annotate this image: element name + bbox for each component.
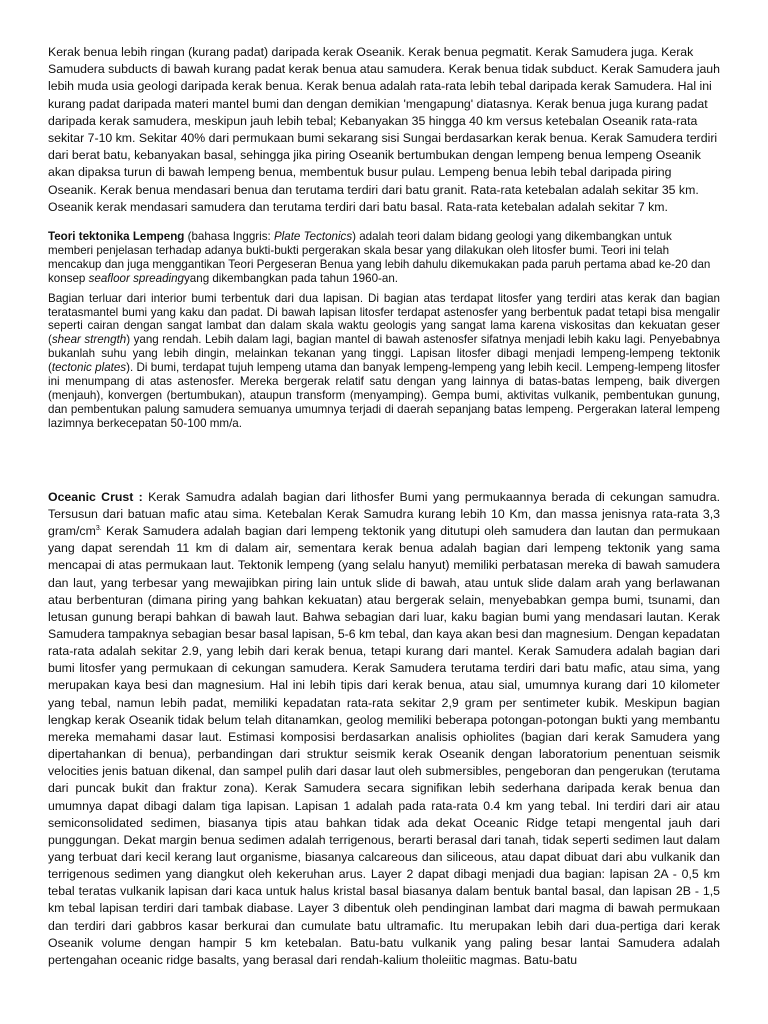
paragraph-continental-crust [48, 44, 720, 216]
paragraph-text: Kerak Samudra adalah bagian dari lithosfer Bumi yang permukaannya berada di cekungan samudra. Tersusun dari batuan mafic atau sima. Ketebalan Kerak Samudra kurang lebih 10 Km, dan massa jenisnya rata-rata 3,3 gram/cm [48, 489, 721, 539]
paragraph-text: Kerak benua lebih ringan (kurang padat) daripada kerak Oseanik. Kerak benua pegmatit. Kerak Samudera juga. Kerak Samudera subducts di bawah kurang padat kerak benua atau samudera. Kerak benua tidak subduct. Kerak Samudera jauh lebih muda usia geologi daripada kerak benua. Kerak benua adalah rata-rata lebih tebal daripada kerak Samudera. Hal ini kurang padat daripada materi mantel bumi dan dengan demikian 'mengapung' diatasnya. Kerak benua juga kurang padat daripada kerak samudera, meskipun jauh lebih tebal; Kebanyakan 35 hingga 40 km versus ketebalan Oseanik rata-rata sekitar 7-10 km. Sekitar 40% dari permukaan bumi sekarang sisi Sungai berdasarkan kerak benua. Kerak Samudera terdiri dari berat batu, kebanyakan basal, sehingga jika piring Oseanik bertumbukan dengan lempeng benua lempeng Oseanik akan dipaksa turun di bawah lempeng benua, membentuk busur pulau. Lempeng benua lebih tebal daripada piring Oseanik. Kerak benua mendasari benua dan terutama terdiri dari batu granit. Rata-rata ketebalan adalah sekitar 35 km. Oseanik kerak mendasari samudera dan terutama terdiri dari batu basal. Rata-rata ketebalan adalah sekitar 7 km. [48, 45, 720, 214]
paragraph-text: ) yang rendah. Lebih dalam lagi, bagian mantel di bawah astenosfer sifatnya menjadi lebih kaku lagi. Penyebabnya bukanlah suhu yang lebih dingin, melainkan tekanan yang tinggi. Lapisan litosfer dibagi menjadi lempeng-lempeng tektonik ( [48, 333, 720, 375]
term-oceanic-crust: Oceanic Crust : [48, 489, 143, 504]
term-plate-tectonics: Teori tektonika Lempeng [48, 230, 185, 244]
paragraph-text: yang dikembangkan pada tahun 1960-an. [184, 271, 399, 285]
paragraph-text: Bagian terluar dari interior bumi terbentuk dari dua lapisan. Di bagian atas terdapat litosfer yang terdiri atas kerak dan bagian teratasmantel bumi yang kaku dan padat. Di bawah lapisan litosfer terdapat astenosfer yang berbentuk padat tetapi bisa mengalir seperti cairan dengan sangat lambat dan dalam skala waktu geologis yang sangat lama karena viskositas dan kekuatan geser ( [48, 291, 720, 347]
paragraph-oceanic-crust [48, 489, 720, 969]
paragraph-plate-tectonics-theory [48, 230, 720, 286]
paragraph-earth-layers [48, 292, 720, 431]
paragraph-text: Kerak Samudera adalah bagian dari lempeng tektonik yang ditutupi oleh samudera dan lautan dan permukaan yang dapat serendah 11 km di dalam air, sementara kerak benua adalah bagian dari lempeng tektonik yang sama mencapai di atas permukaan laut. Tektonik lempeng (yang selalu hanyut) memiliki perbatasan mereka di bawah samudera dan laut, yang terbesar yang mewajibkan piring lain untuk slide di bawah, atau untuk slide dalam arah yang berlawanan atau berbenturan (dimana piring yang bahkan kekuatan) atau bergerak selain, menyebabkan gempa bumi, tsunami, dan letusan gunung berapi bahkan di bawah laut. Bahwa sebagian dari luar, kaku bagian bumi yang mendasari lautan. Kerak Samudera tampaknya sebagian besar basal lapisan, 5-6 km tebal, dan kaya akan besi dan magnesium. Dengan kepadatan rata-rata adalah sekitar 2.9, yang lebih dari kerak benua, tetapi kurang dari mantel. Kerak Samudera adalah bagian dari bumi litosfer yang permukaan di cekungan samudera. Kerak Samudera terutama terdiri dari batu mafic, atau sima, yang merupakan kaya besi dan magnesium. Hal ini lebih tipis dari kerak benua, atau sial, umumnya kurang dari 10 kilometer yang tebal, namun lebih padat, memiliki kepadatan rata-rata sekitar 2,9 gram per sentimeter kubik. Meskipun bagian lengkap kerak Oseanik tidak belum telah ditanamkan, geolog memiliki beberapa potongan-potongan bukti yang membantu mereka memahami dasar laut. Estimasi komposisi berdasarkan analisis ophiolites (bagian dari kerak Samudera yang dipertahankan di benua), perbandingan dari struktur seismik kerak Oseanik dengan laboratorium penentuan seismik velocities jenis batuan dikenal, dan sampel pulih dari dasar laut oleh submersibles, pengeboran dan pengerukan (terutama dari puncak bukit dan fraktur zona). Kerak Samudera secara signifikan lebih sederhana daripada kerak benua dan umumnya dapat dibagi dalam tiga lapisan. Lapisan 1 adalah pada rata-rata 0.4 km yang tebal. Ini terdiri dari air atau semiconsolidated sedimen, biasanya tipis atau bahkan tidak ada dekat Oceanic Ridge tetapi mengental jauh dari punggungan. Dekat margin benua sedimen adalah terrigenous, berarti berasal dari tanah, tidak seperti sedimen laut dalam yang terbuat dari kecil kerang laut organisme, biasanya calcareous dan siliceous, atau dapat dibuat dari abu vulkanik dan terrigenous sedimen yang diangkut oleh kekeruhan arus. Layer 2 dapat dibagi menjadi dua bagian: lapisan 2A - 0,5 km tebal teratas vulkanik lapisan dari kaca untuk halus kristal basal biasanya dalam bentuk bantal basal, dan lapisan 2B - 1,5 km tebal lapisan terdiri dari tambak diabase. Layer 3 dibentuk oleh pendinginan lambat dari magma di bawah permukaan dan terdiri dari gabbros kasar berkurai dan cumulate batu ultramafic. Itu merupakan lebih dari dua-pertiga dari kerak Oseanik volume dengan hampir 5 km ketebalan. Batu-batu vulkanik yang paling besar lantai Samudera adalah pertengahan oceanic ridge basalts, yang berasal dari rendah-kalium tholeiitic magmas. Batu-batu [48, 524, 720, 967]
paragraph-text: ). Di bumi, terdapat tujuh lempeng utama dan banyak lempeng-lempeng yang lebih kecil. Lempeng-lempeng litosfer ini menumpang di atas astenosfer. Mereka bergerak relatif satu dengan yang lainnya di batas-batas lempeng, baik divergen (menjauh), konvergen (bertumbukan), ataupun transform (menyamping). Gempa bumi, aktivitas vulkanik, pembentukan gunung, dan pembentukan palung samudera semuanya umumnya terjadi di daerah sepanjang batas lempeng. Pergerakan lateral lempeng lazimnya berkecepatan 50-100 mm/a. [48, 361, 720, 430]
english-term-seafloor: seafloor spreading [88, 271, 184, 285]
english-term-shear: shear strength [51, 333, 127, 347]
english-term-plates: tectonic plates [51, 361, 127, 375]
document-page [48, 44, 720, 969]
english-term: Plate Tectonics [273, 230, 353, 244]
superscript-cube: 3. [95, 525, 102, 533]
paragraph-text: ) adalah teori dalam bidang geologi yang dikembangkan untuk memberi penjelasan terhadap adanya bukti-bukti pergerakan skala besar yang dilakukan oleh litosfer bumi. Teori ini telah mencakup dan juga menggantikan Teori Pergeseran Benua yang lebih dahulu dikemukakan pada paruh pertama abad ke-20 dan konsep [48, 230, 711, 285]
paragraph-text: (bahasa Inggris: [184, 230, 274, 244]
